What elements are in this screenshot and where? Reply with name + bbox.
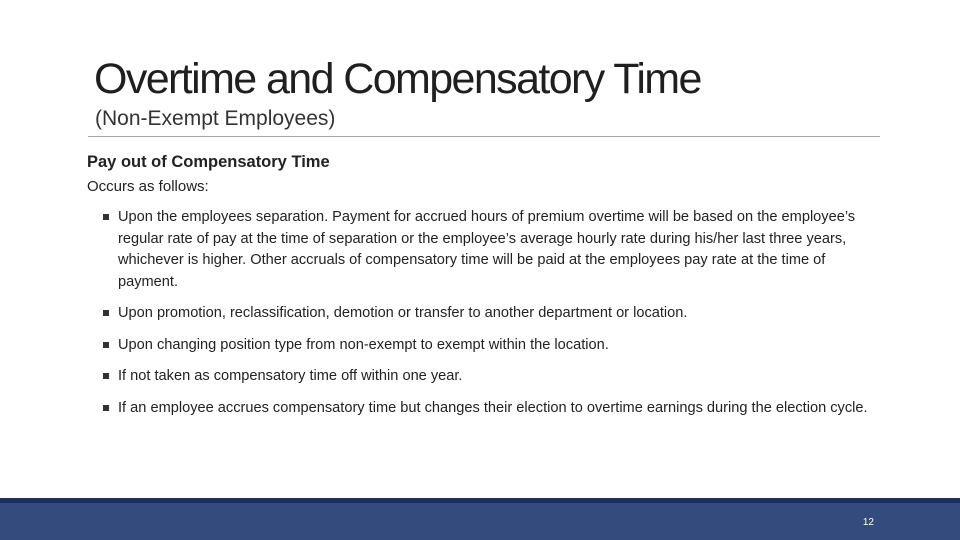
slide-title: Overtime and Compensatory Time	[94, 55, 701, 103]
square-bullet-icon	[103, 214, 109, 220]
bullet-item-separation	[103, 207, 883, 293]
bullet-text: If not taken as compensatory time off within one year.	[118, 368, 463, 384]
bullet-text: If an employee accrues compensatory time but changes their election to overtime earnings during the election cycle.	[118, 399, 868, 416]
square-bullet-icon	[103, 342, 109, 348]
square-bullet-icon	[103, 310, 109, 316]
square-bullet-icon	[103, 405, 109, 411]
bullet-list	[103, 207, 883, 429]
square-bullet-icon	[103, 373, 109, 379]
slide-subtitle: (Non-Exempt Employees)	[95, 107, 336, 130]
bullet-item-position-type	[103, 335, 883, 357]
footer-bar	[0, 503, 960, 540]
title-divider	[88, 136, 880, 137]
bullet-text: Upon promotion, reclassification, demotion or transfer to another department or location.	[118, 305, 688, 321]
bullet-item-promotion	[103, 303, 883, 325]
section-heading: Pay out of Compensatory Time	[87, 153, 330, 171]
intro-text: Occurs as follows:	[87, 178, 209, 195]
bullet-text: Upon the employees separation. Payment for accrued hours of premium overtime will be based on the employee’s regular rate of pay at the time of separation or the employee’s average hourly rate during his/her last three years, whichever is higher. Other accruals of compensatory time will be paid at the employees pay rate at the time of payment.	[118, 209, 856, 290]
bullet-item-election	[103, 398, 883, 420]
page-number: 12	[862, 517, 874, 528]
bullet-text: Upon changing position type from non-exempt to exempt within the location.	[118, 336, 609, 353]
bullet-item-one-year	[103, 366, 883, 388]
